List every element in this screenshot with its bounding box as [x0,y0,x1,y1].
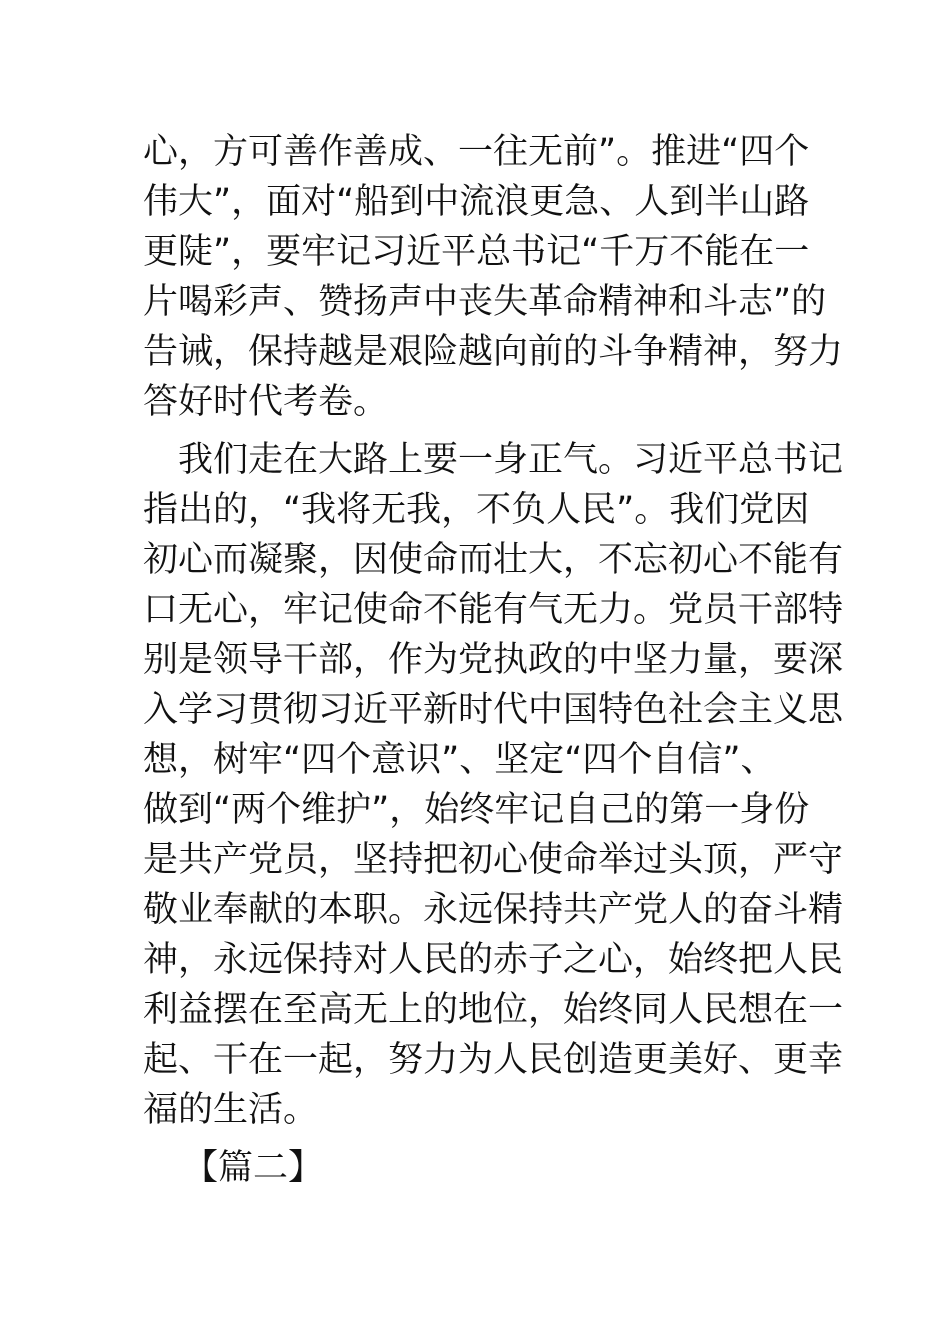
section-heading: 【篇二】 [183,1148,324,1188]
document-page [143,127,844,1193]
text-line: 利益摆在至高无上的地位，始终同人民想在一 [143,990,844,1030]
text-line: 答好时代考卷。 [143,382,389,422]
paragraph-2 [143,435,844,1135]
text-line: 起、干在一起，努力为人民创造更美好、更幸 [143,1040,844,1080]
text-line: 心，方可善作善成、一往无前”。推进“四个 [143,132,810,172]
text-line: 别是领导干部，作为党执政的中坚力量，要深 [143,640,844,680]
paragraph-1 [143,127,844,427]
text-line: 敬业奉献的本职。永远保持共产党人的奋斗精 [143,890,844,930]
text-line: 口无心，牢记使命不能有气无力。党员干部特 [143,590,844,630]
text-line: 片喝彩声、赞扬声中丧失革命精神和斗志”的 [143,282,827,322]
text-line: 做到“两个维护”，始终牢记自己的第一身份 [143,790,810,830]
text-line: 福的生活。 [143,1090,319,1130]
text-line: 神，永远保持对人民的赤子之心，始终把人民 [143,940,844,980]
text-line: 更陡”，要牢记习近平总书记“千万不能在一 [143,232,810,272]
text-line: 是共产党员，坚持把初心使命举过头顶，严守 [143,840,844,880]
text-line: 初心而凝聚，因使命而壮大，不忘初心不能有 [143,540,844,580]
text-line: 伟大”，面对“船到中流浪更急、人到半山路 [143,182,810,222]
text-line: 告诫，保持越是艰险越向前的斗争精神，努力 [143,332,844,372]
text-line: 入学习贯彻习近平新时代中国特色社会主义思 [143,690,844,730]
text-line: 想，树牢“四个意识”、坚定“四个自信”、 [143,740,776,780]
text-line: 指出的，“我将无我，不负人民”。我们党因 [143,490,810,530]
text-line: 我们走在大路上要一身正气。习近平总书记 [143,440,844,480]
